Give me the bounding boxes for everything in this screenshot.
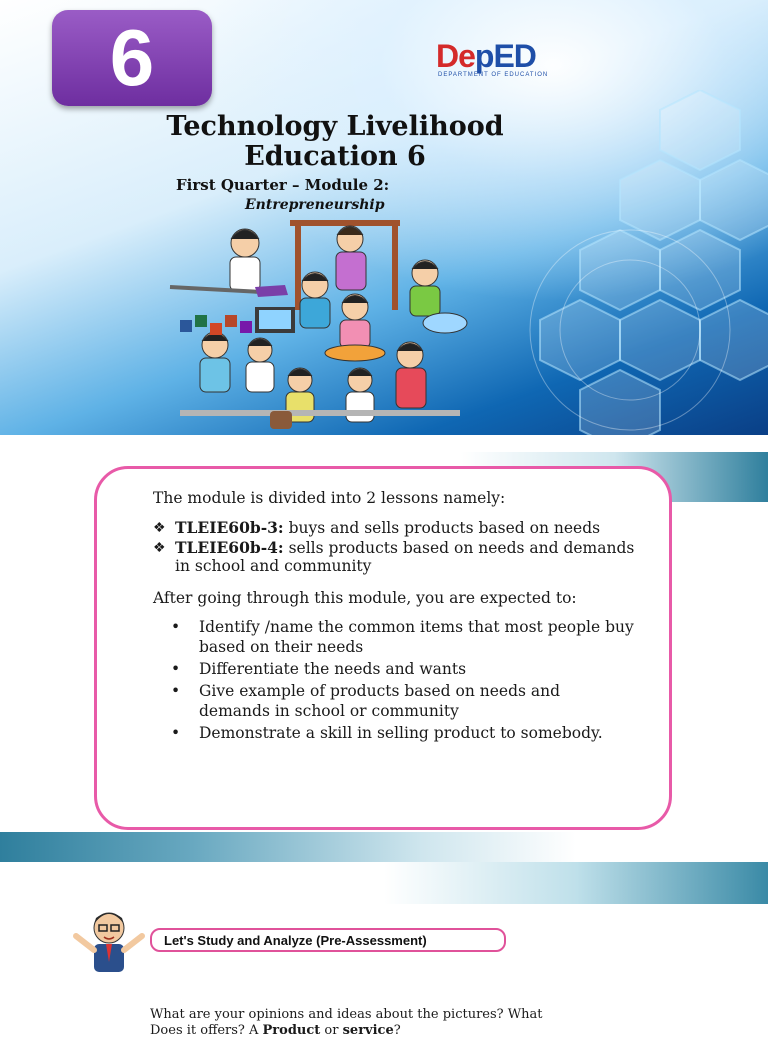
app-icons (180, 315, 252, 335)
decorative-band-bottom (0, 832, 768, 866)
deped-logo-part2: pED (474, 38, 536, 74)
diamond-star-bullet-icon: ❖ (153, 540, 166, 556)
objectives-lead: After going through this module, you are expected to: (153, 589, 577, 607)
question-text: What are your opinions and ideas about the pictures? What Does it offers? A (150, 1007, 543, 1038)
goal-text: Differentiate the needs and wants (199, 660, 467, 678)
deped-logo-subtext: DEPARTMENT OF EDUCATION (438, 72, 549, 78)
deped-logo (436, 40, 576, 80)
goal-item (171, 617, 635, 657)
decorative-band-section (0, 862, 768, 904)
product-word: Product (262, 1023, 321, 1038)
module-subtitle: First Quarter – Module 2: (176, 176, 390, 194)
round-bullet-icon: • (171, 724, 181, 742)
grade-number: 6 (109, 13, 155, 102)
goal-item (171, 659, 635, 679)
module-title-line1: Technology Livelihood (166, 111, 504, 142)
goal-text: Demonstrate a skill in selling product to somebody. (199, 724, 603, 742)
objectives-box (94, 466, 672, 830)
lesson-code: TLEIE60b-4: (175, 538, 284, 557)
module-cover (0, 0, 768, 435)
pre-assessment-question (150, 1007, 570, 1039)
lesson-item (153, 519, 635, 537)
pre-assessment-label: Let's Study and Analyze (Pre-Assessment) (150, 928, 506, 952)
grade-badge (52, 10, 212, 106)
lesson-code: TLEIE60b-3: (175, 518, 284, 537)
goal-text: Give example of products based on needs and demands in school or community (199, 682, 561, 720)
round-bullet-icon: • (171, 618, 181, 636)
diamond-star-bullet-icon: ❖ (153, 520, 166, 536)
lesson-text: sells products based on needs and demands in school and community (175, 539, 635, 575)
objectives-intro: The module is divided into 2 lessons namely: (153, 489, 506, 507)
goal-text: Identify /name the common items that most people buy based on their needs (199, 618, 634, 656)
question-end: ? (393, 1023, 401, 1038)
module-topic: Entrepreneurship (245, 197, 385, 213)
goal-item (171, 681, 635, 721)
question-connector: or (320, 1023, 343, 1038)
round-bullet-icon: • (171, 660, 181, 678)
lesson-item (153, 539, 635, 575)
teacher-mascot-icon (66, 906, 152, 974)
module-title-line2: Education 6 (244, 141, 426, 172)
children-activities-illustration (160, 215, 480, 435)
round-bullet-icon: • (171, 682, 181, 700)
module-title (100, 112, 570, 172)
deped-logo-part1: De (436, 38, 475, 74)
lesson-text: buys and sells products based on needs (283, 519, 601, 537)
service-word: service (342, 1023, 394, 1038)
goal-item (171, 723, 635, 743)
